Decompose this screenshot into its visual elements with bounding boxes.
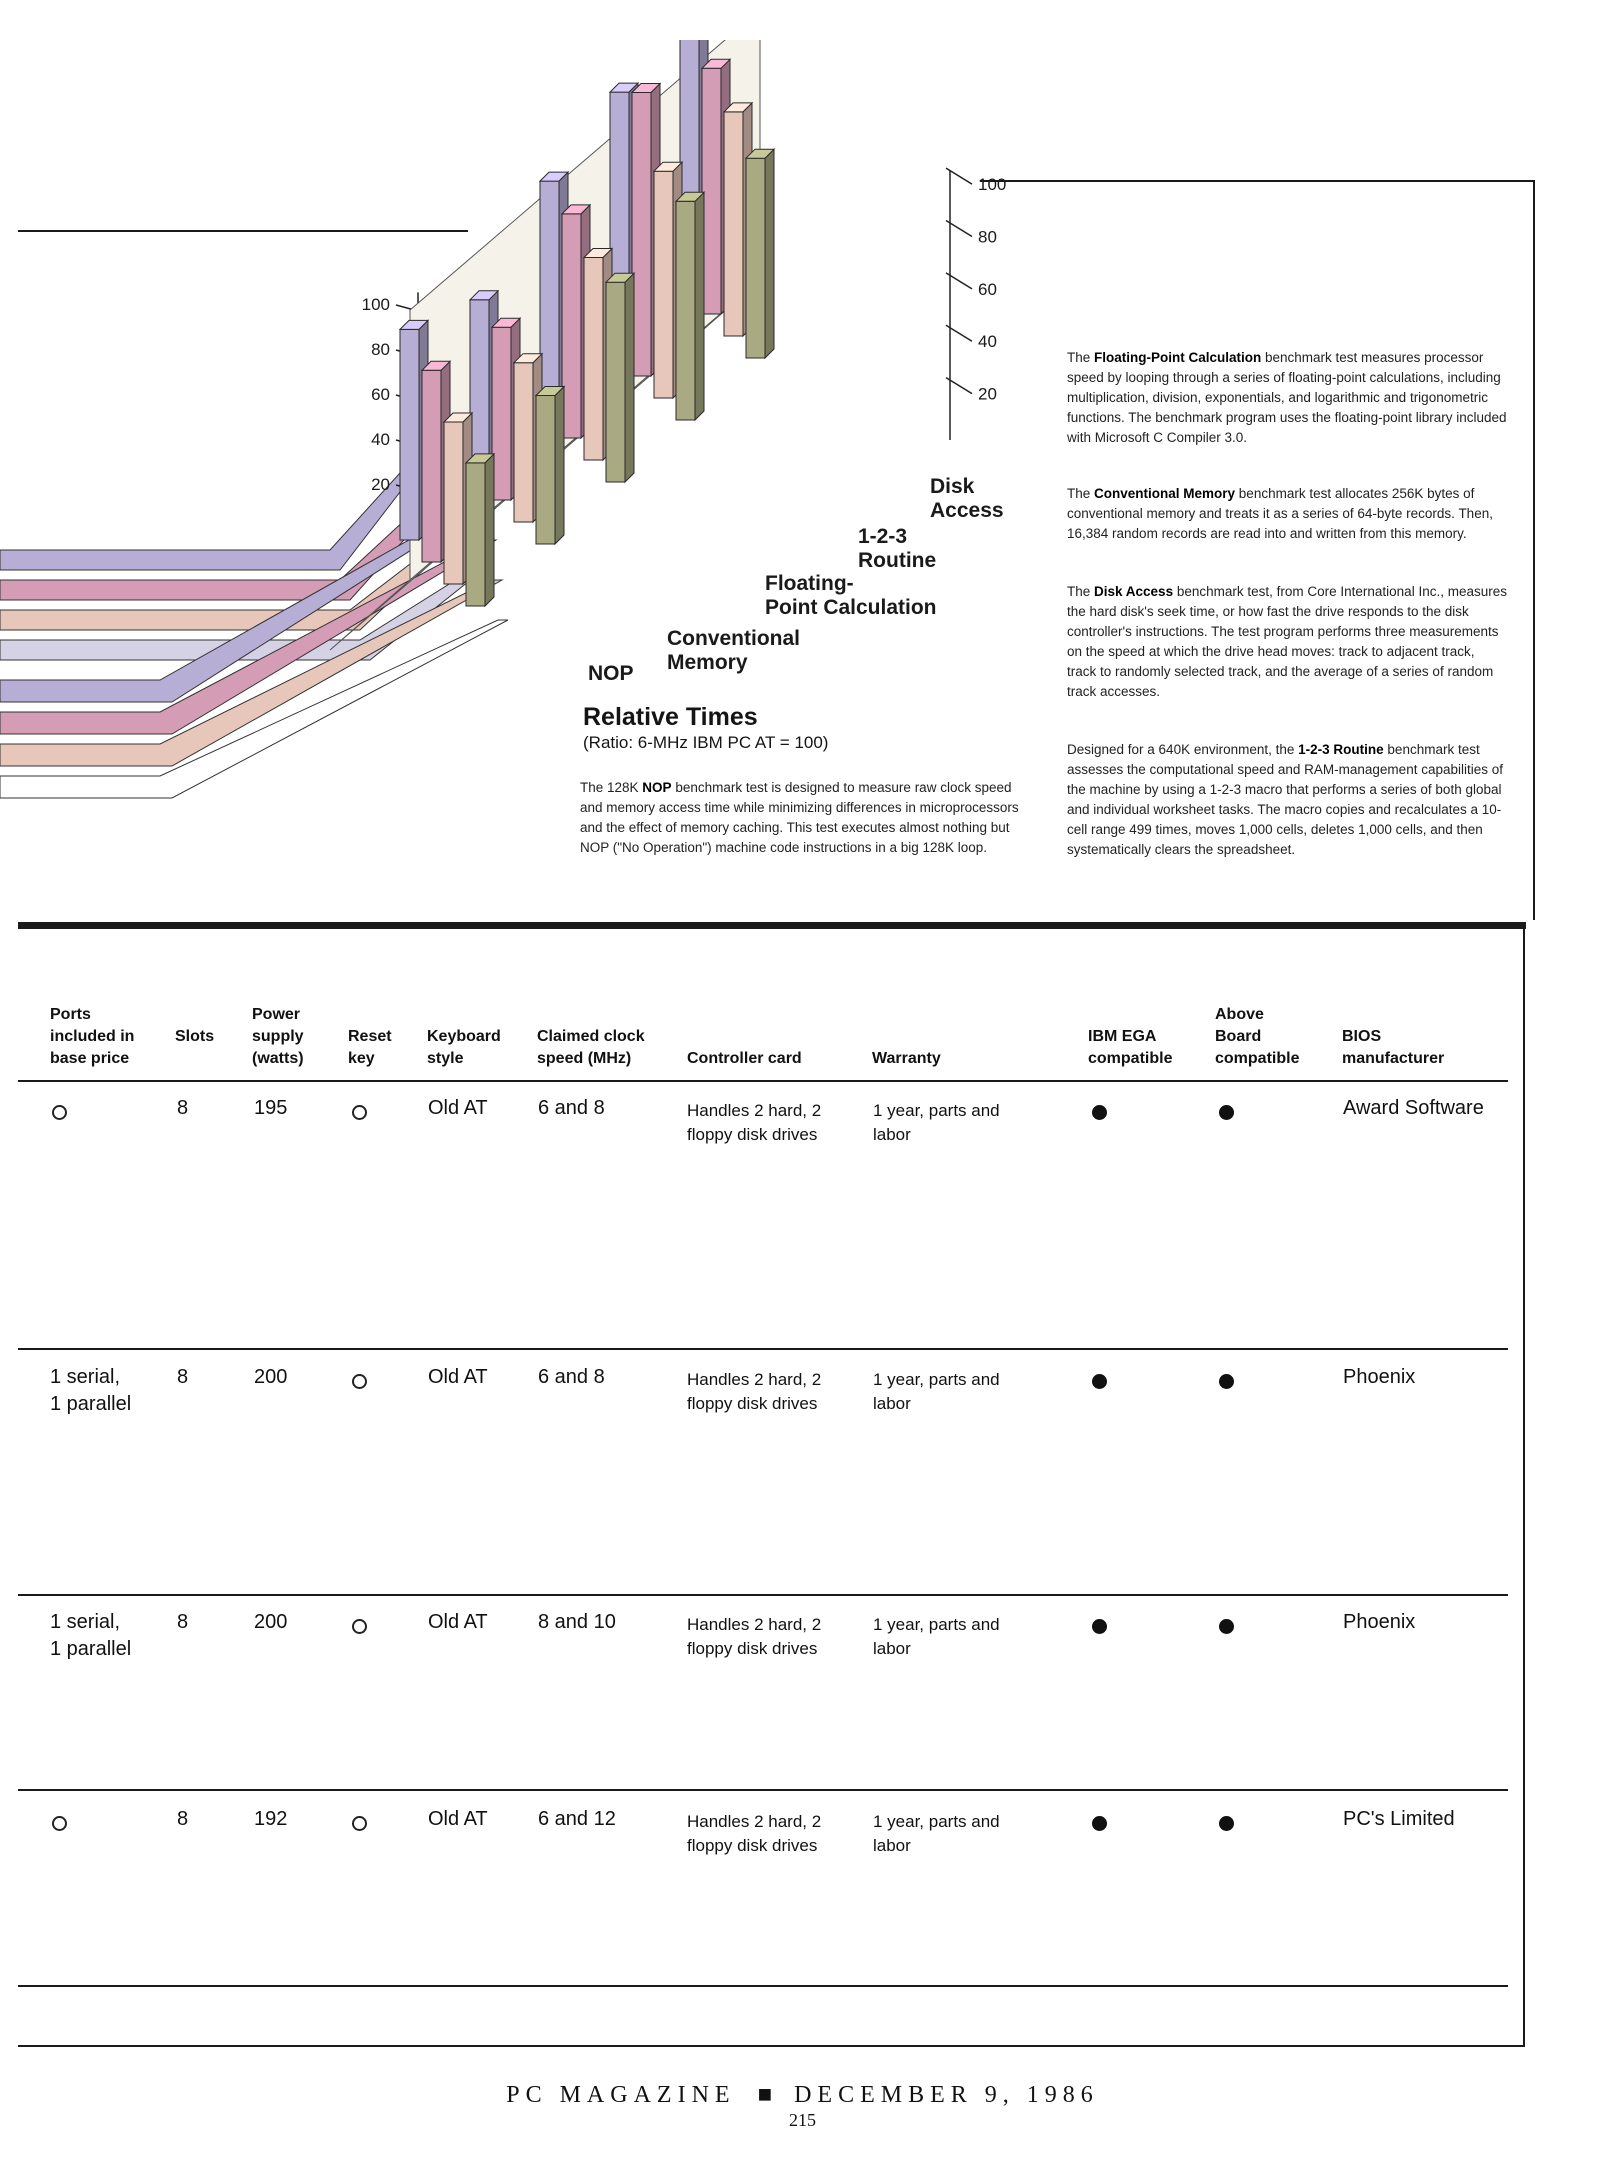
clock-speed-cell: 6 and 8 (538, 1366, 605, 1388)
ega-compatible-cell (1092, 1370, 1107, 1397)
ports-cell: 1 serial, 1 parallel (50, 1366, 132, 1415)
bar-front-face (540, 181, 559, 416)
bar-front-face (746, 158, 765, 358)
bar-side-face (625, 273, 634, 482)
clock-speed-cell: 8 and 10 (538, 1611, 616, 1633)
bar (676, 192, 704, 420)
page-number: 215 (789, 2110, 816, 2130)
row-separator-3 (18, 1789, 1508, 1791)
row-separator-4 (18, 1985, 1508, 1987)
bar-side-face (765, 149, 774, 358)
footer-magazine: PC MAGAZINE (506, 2082, 736, 2108)
routine-text-post: benchmark test assesses the computational speed and RAM-management capabilities of the machine by using a 1-2-3 macro that performs a series of both global and individual worksheet tasks. The macro copies and recalculates a 10-cell range 499 times, moves 1,000 cells, deletes 1,000 cells, and then systematically clears the spreadsheet. (1067, 742, 1503, 857)
disk-text-bold: Disk Access (1094, 584, 1174, 599)
ega-compatible-cell (1092, 1615, 1107, 1642)
clock-speed-cell: 6 and 8 (538, 1097, 605, 1119)
bar-front-face (654, 171, 673, 398)
disk-text-pre: The (1067, 584, 1095, 599)
filled-circle-icon (1219, 1619, 1234, 1634)
left-axis-tick-label: 80 (371, 340, 390, 359)
hollow-circle-icon (352, 1374, 367, 1389)
bar-front-face (584, 258, 603, 461)
nop-text-post: benchmark test is designed to measure raw clock speed and memory access time while minimizing differences in microprocessors and the effect of memory caching. This test executes almost nothing but NOP ("No Operation") machine code instructions in a big 128K loop. (580, 780, 1019, 855)
right-axis-tick-label: 80 (978, 227, 997, 247)
category-label: 1-2-3 (858, 525, 908, 548)
bios-cell: Phoenix (1343, 1611, 1416, 1633)
above-board-cell (1219, 1812, 1234, 1839)
nop-text-pre: The 128K (580, 780, 643, 795)
conventional-text-pre: The (1067, 486, 1095, 501)
reset-key-cell (352, 1370, 367, 1397)
controller-cell: Handles 2 hard, 2 floppy disk drives (687, 1615, 822, 1658)
bar-front-face (702, 68, 721, 314)
column-header: BIOS manufacturer (1342, 1028, 1445, 1067)
floating-paragraph (1067, 348, 1507, 448)
category-label: Floating- (765, 572, 854, 595)
keyboard-cell: Old AT (428, 1366, 488, 1388)
routine-paragraph (1067, 740, 1507, 860)
warranty-cell: 1 year, parts and labor (873, 1101, 1000, 1144)
table-bottom-rule (18, 2045, 1525, 2047)
hollow-circle-icon (52, 1105, 67, 1120)
footer-masthead (0, 2082, 1605, 2109)
disk-paragraph (1067, 582, 1507, 702)
above-board-cell (1219, 1101, 1234, 1128)
floating-text-post: benchmark test measures processor speed by looping through a series of floating-point calculations, including multiplication, division, exponentials, and logarithmic and trigonometric functions. The benchmark program uses the floating-point library included with Microsoft C Compiler 3.0. (1067, 350, 1507, 445)
column-header: Ports included in base price (50, 1006, 135, 1067)
bar (536, 387, 564, 545)
warranty-cell: 1 year, parts and labor (873, 1812, 1000, 1855)
slots-cell: 8 (177, 1808, 189, 1830)
bar-front-face (470, 300, 489, 478)
keyboard-cell: Old AT (428, 1611, 488, 1633)
category-label: Conventional (667, 627, 801, 650)
bar-front-face (606, 282, 625, 482)
column-header: Warranty (872, 1050, 941, 1067)
footer-separator: ■ (757, 2082, 773, 2108)
filled-circle-icon (1219, 1816, 1234, 1831)
filled-circle-icon (1092, 1105, 1107, 1120)
keyboard-cell: Old AT (428, 1097, 488, 1119)
ports-cell (52, 1101, 67, 1128)
category-label: Routine (858, 549, 937, 572)
bar-front-face (676, 201, 695, 420)
category-label: Access (930, 499, 1004, 522)
column-header: IBM EGA compatible (1088, 1028, 1173, 1067)
bios-cell: Phoenix (1343, 1366, 1416, 1388)
column-header: Reset key (348, 1028, 392, 1067)
bar-front-face (492, 327, 511, 500)
slots-cell: 8 (177, 1611, 189, 1633)
bar-front-face (466, 463, 485, 606)
controller-cell: Handles 2 hard, 2 floppy disk drives (687, 1101, 822, 1144)
bios-cell: Award Software (1343, 1097, 1484, 1119)
floating-text-bold: Floating-Point Calculation (1094, 350, 1262, 365)
reset-key-cell (352, 1812, 367, 1839)
bar-front-face (422, 370, 441, 562)
category-label: NOP (588, 662, 634, 685)
filled-circle-icon (1219, 1374, 1234, 1389)
bar-front-face (724, 112, 743, 336)
category-label: Memory (667, 651, 748, 674)
bar-front-face (562, 214, 581, 438)
above-board-cell (1219, 1615, 1234, 1642)
bios-cell: PC's Limited (1343, 1808, 1455, 1830)
left-axis-tick-label: 20 (371, 475, 390, 494)
ports-cell (52, 1812, 67, 1839)
controller-cell: Handles 2 hard, 2 floppy disk drives (687, 1370, 822, 1413)
nop-text-bold: NOP (642, 780, 672, 795)
disk-text-post: benchmark test, from Core International Inc., measures the hard disk's seek time, or how fast the drive responds to the disk controller's instructions. The test program performs three measurements on the speed at which the drive head moves: track to adjacent track, track to randomly selected track, and the average of a series of random track accesses. (1067, 584, 1507, 699)
warranty-cell: 1 year, parts and labor (873, 1615, 1000, 1658)
bar (466, 454, 494, 606)
hollow-circle-icon (352, 1816, 367, 1831)
right-axis-tick-label: 100 (978, 175, 1007, 195)
right-axis-tick-label: 40 (978, 332, 997, 352)
row-separator-1 (18, 1348, 1508, 1350)
keyboard-cell: Old AT (428, 1808, 488, 1830)
filled-circle-icon (1092, 1619, 1107, 1634)
left-axis-tick-label: 40 (371, 430, 390, 449)
routine-text-bold: 1-2-3 Routine (1298, 742, 1384, 757)
ega-compatible-cell (1092, 1812, 1107, 1839)
column-header: Controller card (687, 1050, 802, 1067)
right-axis-tick-label: 20 (978, 384, 997, 404)
slots-cell: 8 (177, 1097, 189, 1119)
bar-front-face (400, 329, 419, 540)
column-header: Power supply (watts) (252, 1006, 304, 1067)
bar-side-face (555, 387, 564, 545)
bar-side-face (695, 192, 704, 420)
hollow-circle-icon (52, 1816, 67, 1831)
above-board-cell (1219, 1370, 1234, 1397)
controller-cell: Handles 2 hard, 2 floppy disk drives (687, 1812, 822, 1855)
bar-front-face (536, 396, 555, 545)
chart-title: Relative Times (583, 703, 758, 731)
chart-subtitle: (Ratio: 6-MHz IBM PC AT = 100) (583, 733, 829, 752)
column-header: Claimed clock speed (MHz) (537, 1028, 645, 1067)
routine-text-pre: Designed for a 640K environment, the (1067, 742, 1299, 757)
reset-key-cell (352, 1615, 367, 1642)
clock-speed-cell: 6 and 12 (538, 1808, 616, 1830)
filled-circle-icon (1092, 1816, 1107, 1831)
bar-front-face (444, 422, 463, 584)
warranty-cell: 1 year, parts and labor (873, 1370, 1000, 1413)
table-right-border (1523, 922, 1525, 2047)
hollow-circle-icon (352, 1619, 367, 1634)
conventional-text-bold: Conventional Memory (1094, 486, 1236, 501)
power-cell: 192 (254, 1808, 288, 1830)
bar-front-face (632, 93, 651, 377)
power-cell: 200 (254, 1366, 288, 1388)
power-cell: 195 (254, 1097, 288, 1119)
slots-cell: 8 (177, 1366, 189, 1388)
nop-paragraph (580, 778, 1020, 858)
left-axis-tick-label: 60 (371, 385, 390, 404)
column-header: Above Board compatible (1215, 1006, 1300, 1067)
category-label: Point Calculation (765, 596, 937, 619)
reset-key-cell (352, 1101, 367, 1128)
bar-front-face (514, 363, 533, 522)
filled-circle-icon (1219, 1105, 1234, 1120)
filled-circle-icon (1092, 1374, 1107, 1389)
right-frame-line (1533, 180, 1535, 920)
category-label: Disk (930, 475, 975, 498)
column-header: Slots (175, 1028, 215, 1045)
floating-text-pre: The (1067, 350, 1095, 365)
conventional-text-post: benchmark test allocates 256K bytes of conventional memory and treats it as a series of 64-byte records. Then, 16,384 random records are read into and written from this memory. (1067, 486, 1493, 541)
hollow-circle-icon (352, 1105, 367, 1120)
ega-compatible-cell (1092, 1101, 1107, 1128)
header-rule (18, 1080, 1508, 1082)
bar (746, 149, 774, 358)
ports-cell: 1 serial, 1 parallel (50, 1611, 132, 1660)
conventional-paragraph (1067, 484, 1507, 544)
right-axis-tick-label: 60 (978, 279, 997, 299)
power-cell: 200 (254, 1611, 288, 1633)
table-top-rule (18, 922, 1526, 929)
row-separator-2 (18, 1594, 1508, 1596)
relative-times-chart (0, 40, 1100, 900)
left-axis-tick-label: 100 (361, 295, 390, 314)
column-header: Keyboard style (427, 1028, 501, 1067)
bar (606, 273, 634, 482)
footer-date: DECEMBER 9, 1986 (794, 2082, 1099, 2108)
bar-side-face (485, 454, 494, 606)
